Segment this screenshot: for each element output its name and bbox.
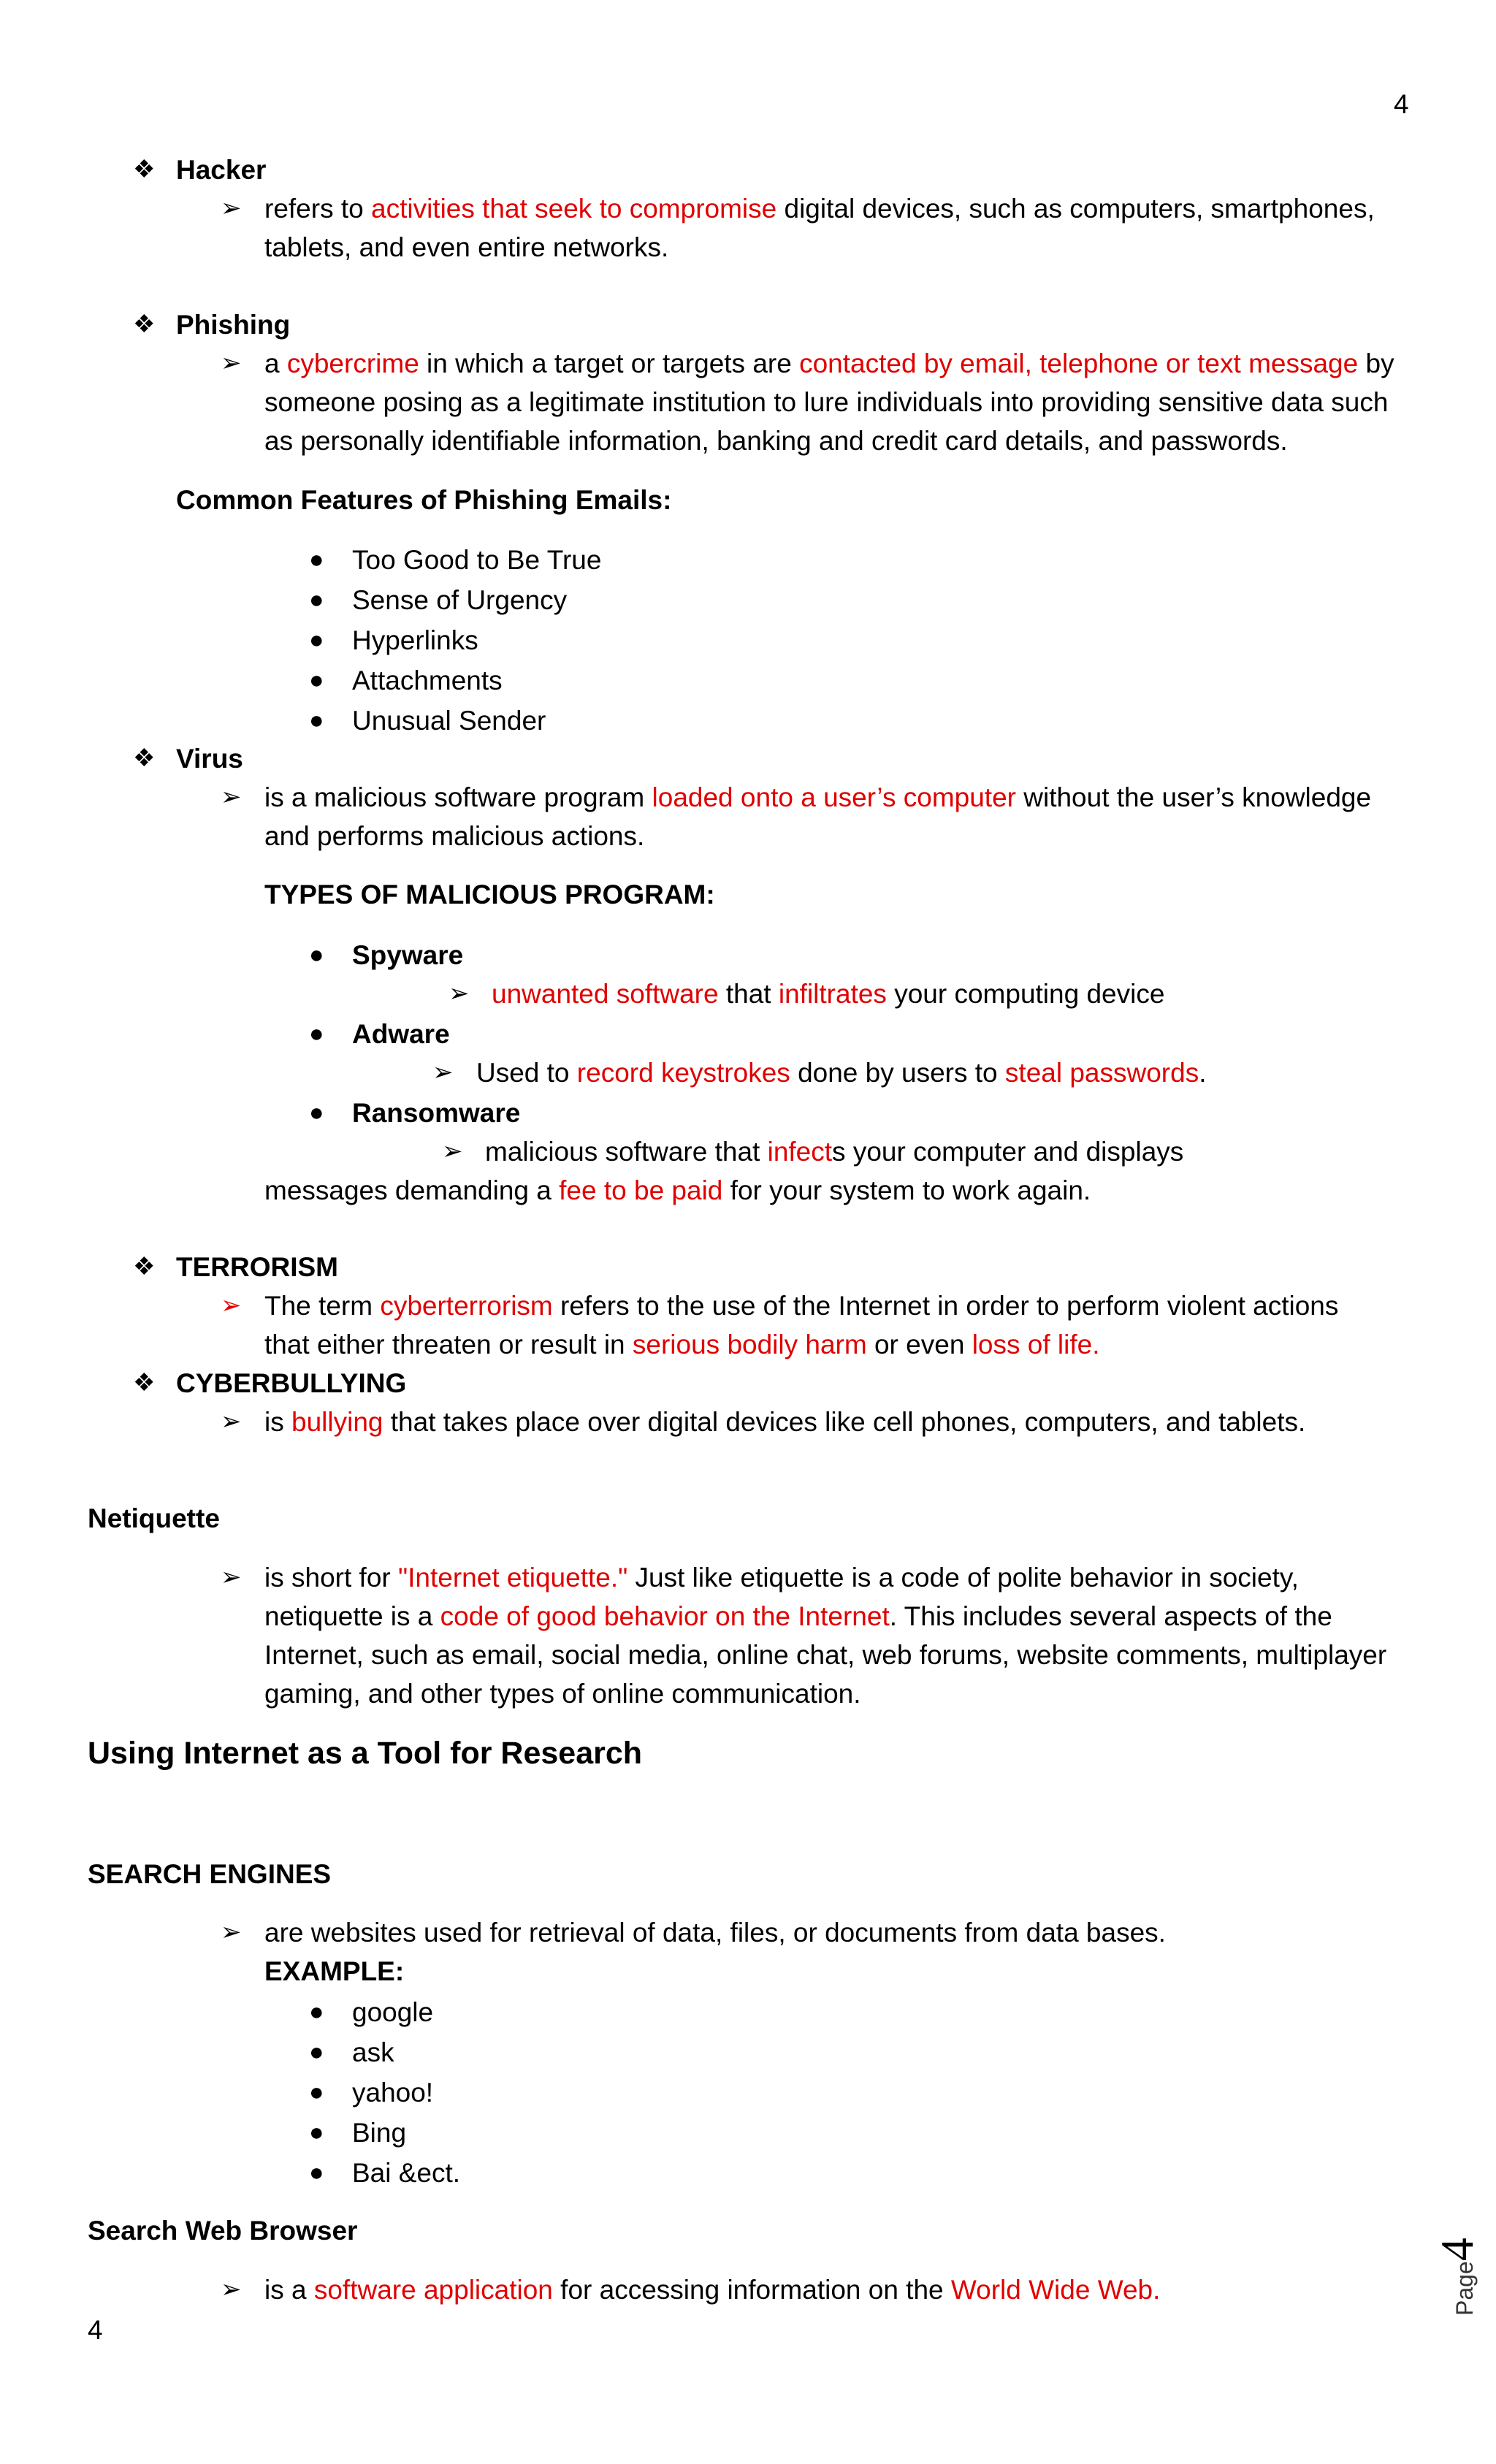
virus-heading: Virus	[176, 744, 243, 774]
spyware-label: Spyware	[352, 940, 464, 970]
diamond-bullet-icon: ❖	[133, 744, 156, 772]
diamond-bullet-icon: ❖	[133, 156, 156, 183]
search-engines-heading: SEARCH ENGINES	[88, 1859, 332, 1889]
terrorism-line-2: that either threaten or result in serious bodily harm or even loss of life.	[264, 1330, 1100, 1359]
hacker-line-1: refers to activities that seek to compromise digital devices, such as computers, smartphones,	[264, 194, 1375, 224]
header-page-number: 4	[1394, 89, 1409, 119]
virus-line-1: is a malicious software program loaded onto a user’s computer without the user’s knowledge	[264, 782, 1372, 812]
hacker-heading: Hacker	[176, 155, 267, 185]
list-item: Bing	[352, 2118, 407, 2148]
dot-bullet-icon: ●	[309, 2038, 324, 2066]
list-item: Unusual Sender	[352, 706, 546, 736]
list-item: Bai &ect.	[352, 2158, 461, 2188]
phishing-heading: Phishing	[176, 310, 291, 340]
arrow-bullet-icon: ➢	[221, 1408, 242, 1435]
terrorism-heading: TERRORISM	[176, 1252, 338, 1282]
arrow-bullet-icon: ➢	[221, 1918, 242, 1946]
cyberbullying-heading: CYBERBULLYING	[176, 1368, 407, 1398]
ransomware-desc-2: messages demanding a fee to be paid for your system to work again.	[264, 1175, 1091, 1205]
side-page-number: 4	[1431, 2238, 1483, 2262]
diamond-bullet-icon: ❖	[133, 1369, 156, 1397]
dot-bullet-icon: ●	[309, 586, 324, 614]
browser-line-1: is a software application for accessing information on the World Wide Web.	[264, 2275, 1161, 2305]
dot-bullet-icon: ●	[309, 666, 324, 694]
side-page-word: Page	[1451, 2261, 1478, 2316]
dot-bullet-icon: ●	[309, 1099, 324, 1126]
dot-bullet-icon: ●	[309, 1020, 324, 1048]
search-engines-line-1: are websites used for retrieval of data, files, or documents from data bases.	[264, 1918, 1166, 1948]
example-label: EXAMPLE:	[264, 1956, 405, 1986]
dot-bullet-icon: ●	[309, 1998, 324, 2026]
netiquette-line-3: Internet, such as email, social media, online chat, web forums, website comments, multiplayer	[264, 1640, 1387, 1670]
phishing-line-3: as personally identifiable information, banking and credit card details, and passwords.	[264, 426, 1288, 456]
arrow-bullet-icon: ➢	[221, 1563, 242, 1591]
malicious-types-heading: TYPES OF MALICIOUS PROGRAM:	[264, 880, 715, 909]
arrow-bullet-icon: ➢	[449, 980, 470, 1007]
terrorism-line-1: The term cyberterrorism refers to the use of the Internet in order to perform violent actions	[264, 1291, 1339, 1321]
arrow-bullet-icon: ➢	[442, 1137, 463, 1165]
dot-bullet-icon: ●	[309, 2118, 324, 2146]
arrow-bullet-icon: ➢	[221, 1292, 242, 1319]
ransomware-label: Ransomware	[352, 1098, 521, 1128]
virus-line-2: and performs malicious actions.	[264, 821, 645, 851]
dot-bullet-icon: ●	[309, 546, 324, 573]
netiquette-line-2: netiquette is a code of good behavior on the Internet. This includes several aspects of the	[264, 1601, 1332, 1631]
diamond-bullet-icon: ❖	[133, 310, 156, 338]
dot-bullet-icon: ●	[309, 706, 324, 734]
arrow-bullet-icon: ➢	[221, 349, 242, 377]
netiquette-heading: Netiquette	[88, 1503, 220, 1533]
adware-label: Adware	[352, 1019, 450, 1049]
list-item: Attachments	[352, 665, 503, 695]
spyware-desc: unwanted software that infiltrates your computing device	[492, 979, 1165, 1009]
cyberbullying-line-1: is bullying that takes place over digital devices like cell phones, computers, and tablets.	[264, 1407, 1306, 1437]
dot-bullet-icon: ●	[309, 2078, 324, 2106]
side-page-label	[1430, 2238, 1484, 2316]
diamond-bullet-icon: ❖	[133, 1253, 156, 1281]
arrow-bullet-icon: ➢	[432, 1059, 454, 1086]
list-item: ask	[352, 2037, 394, 2067]
arrow-bullet-icon: ➢	[221, 2276, 242, 2303]
browser-heading: Search Web Browser	[88, 2216, 358, 2246]
list-item: google	[352, 1997, 434, 2027]
list-item: Sense of Urgency	[352, 585, 568, 615]
list-item: yahoo!	[352, 2078, 434, 2108]
hacker-line-2: tablets, and even entire networks.	[264, 232, 669, 262]
arrow-bullet-icon: ➢	[221, 783, 242, 811]
phishing-features-heading: Common Features of Phishing Emails:	[176, 485, 672, 515]
netiquette-line-4: gaming, and other types of online communication.	[264, 1679, 861, 1709]
research-heading: Using Internet as a Tool for Research	[88, 1736, 643, 1771]
ransomware-desc-1: malicious software that infects your computer and displays	[485, 1137, 1184, 1167]
phishing-line-1: a cybercrime in which a target or targets are contacted by email, telephone or text message by	[264, 348, 1394, 378]
list-item: Too Good to Be True	[352, 545, 602, 575]
adware-desc: Used to record keystrokes done by users to steal passwords.	[476, 1058, 1207, 1088]
list-item: Hyperlinks	[352, 625, 478, 655]
footer-page-number: 4	[88, 2315, 103, 2345]
phishing-line-2: someone posing as a legitimate institution to lure individuals into providing sensitive data such	[264, 387, 1389, 417]
netiquette-line-1: is short for "Internet etiquette." Just like etiquette is a code of polite behavior in society,	[264, 1563, 1299, 1593]
dot-bullet-icon: ●	[309, 941, 324, 969]
dot-bullet-icon: ●	[309, 626, 324, 654]
dot-bullet-icon: ●	[309, 2159, 324, 2186]
arrow-bullet-icon: ➢	[221, 194, 242, 222]
